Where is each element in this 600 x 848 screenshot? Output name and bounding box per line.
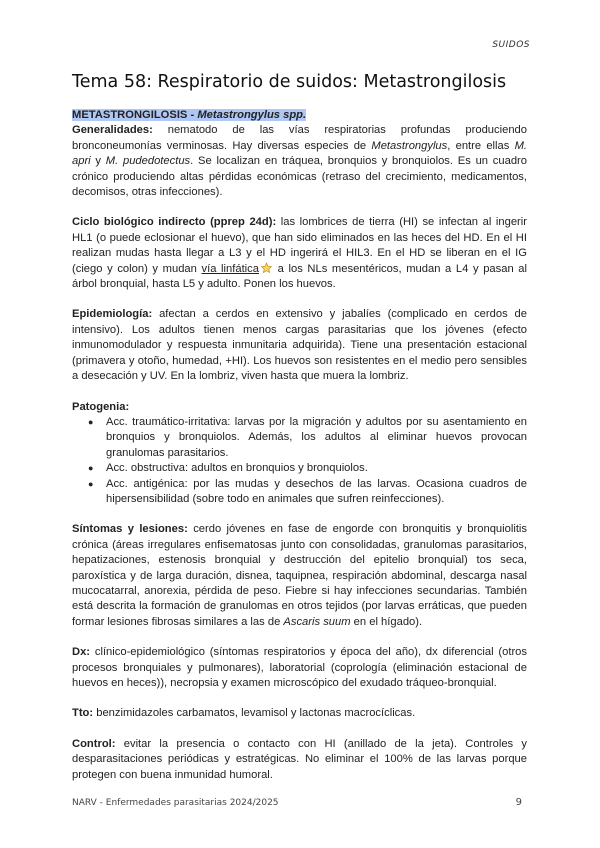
label-epidemiologia: Epidemiología: — [72, 308, 153, 321]
list-item — [88, 415, 527, 461]
section-heading — [72, 108, 527, 123]
label-ciclo: Ciclo biológico indirecto (pprep 24d): — [72, 216, 277, 229]
text-run: en el hígado). — [350, 615, 423, 628]
label-tto: Tto: — [72, 707, 94, 720]
label-generalidades: Generalidades: — [72, 124, 153, 137]
text-run: evitar la presencia o contacto con HI (anillado de la jeta). Controles y desparasitaciones periódicas y estratégicas. No eliminar el 100% de las larvas porque protegen con buena inmunidad humoral. — [72, 737, 527, 781]
text-run: benzimidazoles carbamatos, levamisol y lactonas macrocíclicas. — [93, 707, 416, 720]
bullet-icon: ● — [88, 478, 94, 489]
label-sintomas: Síntomas y lesiones: — [72, 523, 188, 536]
text-run: . Se localizan en tráquea, bronquios y bronquiolos. Es un cuadro crónico produciendo altas pérdidas económicas (retraso del crecimiento, medicamentos, decomisos, otras infecciones). — [72, 155, 527, 199]
running-head: SUIDOS — [492, 40, 530, 50]
paragraph-ciclo — [72, 215, 527, 292]
text-run: afectan a cerdos en extensivo y jabalíes (complicado en cerdos de intensivo). Los adultos tienen menos cargas parasitarias que los jóvenes (efecto inmunomodulador y respuesta inmunitaria adquirida). Tiene una presentación estacional (primavera y otoño, humedad, +HI). Los huevos son resistentes en el medio pero sensibles a desecación y UV. En la lombriz, viven hasta que muera la lombriz. — [72, 308, 527, 383]
text-run: las lombrices de tierra (HI) se infectan al ingerir HL1 (o puede eclosionar el huevo), que han sido eliminados en las heces del HD. En el HI realizan mudas hasta llegar a L3 y el HD ingerirá el HIL3. En el HD se liberan en el IG (ciego y colon) y mudan — [72, 216, 527, 275]
paragraph-generalidades — [72, 123, 527, 200]
page-number: 9 — [515, 797, 522, 808]
species-name: M. apri — [72, 139, 527, 168]
paragraph-epidemiologia — [72, 307, 527, 384]
list-item-text: Acc. antigénica: por las mudas y desechos de las larvas. Ocasiona cuadros de hipersensibilidad (sobre todo en animales que sufren reinfecciones). — [106, 477, 527, 505]
bullet-icon: ● — [88, 416, 94, 427]
list-item-text: Acc. traumático-irritativa: larvas por la migración y adultos por su asentamiento en bronquios y bronquiolos. Además, los adultos al eliminar huevos provocan granulomas parasitarios. — [106, 415, 527, 459]
paragraph-patogenia — [72, 400, 527, 415]
text-run: y — [90, 155, 106, 168]
paragraph-sintomas — [72, 522, 527, 630]
species-name: Ascaris suum — [283, 615, 351, 628]
list-item — [88, 461, 527, 476]
paragraph-tto — [72, 706, 527, 721]
list-item-text: Acc. obstructiva: adultos en bronquios y bronquiolos. — [106, 462, 368, 475]
species-name: Metastrongylus — [371, 139, 448, 152]
heading-species: Metastrongylus spp. — [197, 109, 307, 121]
label-patogenia: Patogenia: — [72, 400, 130, 413]
label-dx: Dx: — [72, 646, 91, 659]
document-body — [72, 108, 527, 798]
paragraph-dx — [72, 645, 527, 691]
page-title: Tema 58: Respiratorio de suidos: Metastrongilosis — [72, 72, 507, 92]
footer-course: NARV - Enfermedades parasitarias 2024/2025 — [72, 798, 279, 808]
text-run: cerdo jóvenes en fase de engorde con bronquitis y bronquiolitis crónica (áreas irregulares enfisematosas junto con consolidadas, granulomas parasitarios, hepatizaciones, estenosis bronquial y destrucción del epitelio bronquial) tos seca, paroxística y de larga duración, disnea, taquipnea, respiración abdominal, descarga nasal mucocatarral, anorexia, pérdida de peso. Fiebre si hay infecciones secundarias. También está descrita la formación de granulomas en otros tejidos (por larvas erráticas, que pueden formar lesiones fibrosas similares a las de — [72, 523, 528, 628]
highlighted-heading — [72, 109, 306, 121]
text-run: a los NLs mesentéricos, mudan a L4 y pasan al árbol bronquial, hasta L5 y adulto. Ponen los huevos. — [72, 262, 528, 291]
text-run: clínico-epidemiológico (síntomas respiratorios y época del año), dx diferencial (otros procesos bronquiales y pulmonares), laboratorial (coprología (eliminación estacional de huevos en heces)), necropsia y examen microscópico del exudado tráqueo-bronquial. — [72, 646, 527, 689]
list-item — [88, 477, 527, 508]
star-icon[interactable] — [260, 262, 273, 274]
label-control: Control: — [72, 737, 116, 750]
text-run: nematodo de las vías respiratorias profundas produciendo bronconeumonías verminosas. Hay diversas especies de — [72, 124, 527, 152]
paragraph-control — [72, 737, 527, 783]
species-name: M. pudedotectus — [105, 155, 191, 168]
heading-text: METASTRONGILOSIS - — [72, 109, 198, 121]
via-linfatica-link[interactable]: vía linfática — [201, 262, 259, 275]
text-run: , entre ellas — [447, 139, 515, 152]
patogenia-list — [72, 415, 527, 507]
bullet-icon: ● — [88, 463, 94, 474]
